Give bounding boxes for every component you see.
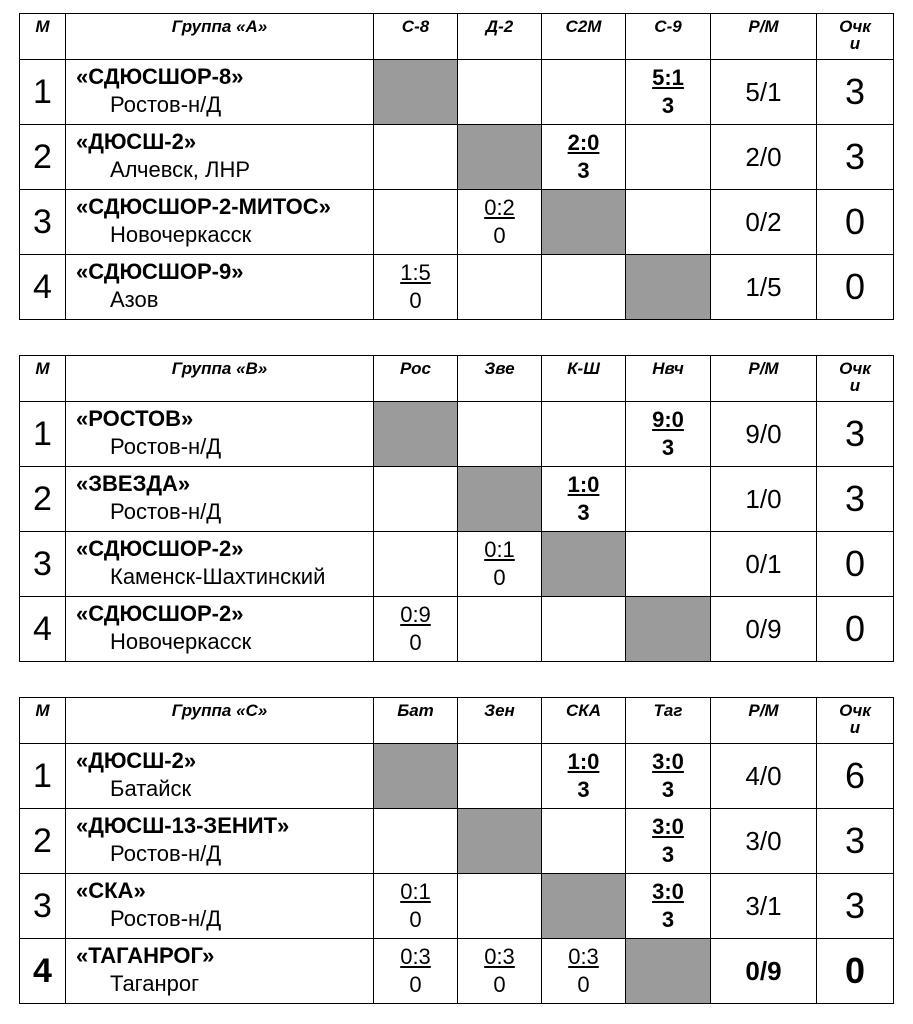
group-table — [19, 697, 894, 1004]
match-points: 0 — [409, 907, 422, 932]
match-result-cell — [458, 744, 542, 809]
match-result-cell — [374, 597, 458, 662]
team-name: «РОСТОВ» — [76, 406, 194, 431]
match-score: 0:3 — [400, 944, 431, 969]
header-opponent: С2М — [542, 14, 626, 60]
points-cell: 3 — [817, 809, 894, 874]
match-result-cell — [542, 939, 626, 1004]
match-score: 3:0 — [652, 749, 684, 774]
team-name: «ДЮСШ-2» — [76, 129, 197, 154]
header-goals: Р/М — [711, 14, 817, 60]
header-points: Очк и — [817, 14, 894, 60]
goals-cell: 0/1 — [711, 532, 817, 597]
match-points: 3 — [577, 777, 590, 802]
points-cell: 3 — [817, 60, 894, 125]
team-cell — [66, 532, 374, 597]
goals-cell: 2/0 — [711, 125, 817, 190]
match-result-cell — [458, 939, 542, 1004]
place-cell: 1 — [20, 744, 66, 809]
group-table — [19, 13, 894, 320]
table-row — [20, 190, 894, 255]
goals-cell: 0/9 — [711, 597, 817, 662]
match-result-cell — [458, 60, 542, 125]
match-result-cell — [626, 190, 711, 255]
group-title: Группа «С» — [66, 698, 374, 744]
match-result-cell — [458, 255, 542, 320]
match-points: 3 — [661, 93, 675, 118]
team-name: «СКА» — [76, 878, 146, 903]
team-city: Новочеркасск — [110, 222, 252, 247]
self-match-cell — [542, 532, 626, 597]
points-cell: 0 — [817, 597, 894, 662]
match-result-cell — [542, 597, 626, 662]
points-cell: 3 — [817, 125, 894, 190]
match-result-cell — [542, 125, 626, 190]
match-score: 1:5 — [400, 260, 431, 285]
header-points: Очк и — [817, 698, 894, 744]
match-points: 0 — [493, 565, 506, 590]
goals-cell: 9/0 — [711, 402, 817, 467]
match-score: 0:3 — [568, 944, 599, 969]
match-result-cell — [458, 190, 542, 255]
header-opponent: К-Ш — [542, 356, 626, 402]
self-match-cell — [458, 467, 542, 532]
match-result-cell — [626, 874, 711, 939]
self-match-cell — [458, 125, 542, 190]
goals-cell: 0/9 — [711, 939, 817, 1004]
header-goals: Р/М — [711, 698, 817, 744]
table-row — [20, 467, 894, 532]
place-cell: 3 — [20, 532, 66, 597]
header-opponent: Таг — [626, 698, 711, 744]
table-row — [20, 939, 894, 1004]
place-cell: 2 — [20, 467, 66, 532]
team-cell — [66, 597, 374, 662]
team-cell — [66, 60, 374, 125]
header-opponent: Нвч — [626, 356, 711, 402]
match-result-cell — [374, 190, 458, 255]
header-row — [20, 698, 894, 744]
table-row — [20, 255, 894, 320]
place-cell: 4 — [20, 597, 66, 662]
match-result-cell — [374, 939, 458, 1004]
team-city: Ростов-н/Д — [110, 92, 222, 117]
team-cell — [66, 402, 374, 467]
match-points: 0 — [493, 223, 506, 248]
table-row — [20, 125, 894, 190]
header-row — [20, 14, 894, 60]
match-result-cell — [626, 809, 711, 874]
match-points: 3 — [661, 842, 675, 867]
match-result-cell — [542, 809, 626, 874]
team-city: Алчевск, ЛНР — [110, 157, 251, 182]
self-match-cell — [626, 939, 711, 1004]
match-result-cell — [626, 125, 711, 190]
match-result-cell — [626, 60, 711, 125]
self-match-cell — [458, 809, 542, 874]
group-title: Группа «В» — [66, 356, 374, 402]
points-cell: 6 — [817, 744, 894, 809]
points-cell: 3 — [817, 402, 894, 467]
self-match-cell — [626, 255, 711, 320]
header-points: Очк и — [817, 356, 894, 402]
goals-cell: 5/1 — [711, 60, 817, 125]
match-score: 0:1 — [400, 879, 431, 904]
place-cell: 1 — [20, 60, 66, 125]
header-place: М — [20, 356, 66, 402]
table-row — [20, 809, 894, 874]
team-name: «СДЮСШОР-9» — [76, 259, 244, 284]
match-result-cell — [458, 402, 542, 467]
team-cell — [66, 744, 374, 809]
match-score: 1:0 — [567, 472, 600, 497]
match-score: 0:9 — [400, 602, 431, 627]
self-match-cell — [374, 402, 458, 467]
match-points: 3 — [661, 435, 675, 460]
points-cell: 3 — [817, 467, 894, 532]
team-city: Азов — [110, 287, 159, 312]
match-result-cell — [374, 467, 458, 532]
self-match-cell — [626, 597, 711, 662]
match-points: 0 — [577, 972, 590, 997]
match-result-cell — [626, 532, 711, 597]
goals-cell: 3/0 — [711, 809, 817, 874]
place-cell: 2 — [20, 125, 66, 190]
header-opponent: Д-2 — [458, 14, 542, 60]
header-opponent: Зве — [458, 356, 542, 402]
match-result-cell — [626, 467, 711, 532]
team-city: Ростов-н/Д — [110, 906, 222, 931]
match-score: 0:3 — [484, 944, 515, 969]
match-result-cell — [458, 874, 542, 939]
match-score: 5:1 — [652, 65, 684, 90]
match-result-cell — [458, 597, 542, 662]
match-score: 0:2 — [484, 195, 515, 220]
team-city: Батайск — [110, 776, 192, 801]
header-place: М — [20, 698, 66, 744]
team-city: Таганрог — [110, 971, 200, 996]
team-city: Каменск-Шахтинский — [110, 564, 326, 589]
goals-cell: 0/2 — [711, 190, 817, 255]
header-opponent: С-8 — [374, 14, 458, 60]
group-table — [19, 355, 894, 662]
place-cell: 2 — [20, 809, 66, 874]
match-result-cell — [374, 255, 458, 320]
match-result-cell — [374, 809, 458, 874]
place-cell: 3 — [20, 190, 66, 255]
match-points: 0 — [493, 972, 506, 997]
match-points: 3 — [577, 158, 590, 183]
team-name: «СДЮСШОР-2-МИТОС» — [76, 194, 331, 219]
place-cell: 4 — [20, 255, 66, 320]
table-row — [20, 744, 894, 809]
points-cell: 0 — [817, 939, 894, 1004]
team-name: «ЗВЕЗДА» — [76, 471, 191, 496]
match-result-cell — [458, 532, 542, 597]
match-points: 0 — [409, 288, 422, 313]
team-name: «ДЮСШ-13-ЗЕНИТ» — [76, 813, 290, 838]
table-row — [20, 402, 894, 467]
match-points: 0 — [409, 972, 422, 997]
match-points: 3 — [661, 777, 675, 802]
match-result-cell — [542, 255, 626, 320]
match-score: 2:0 — [567, 130, 600, 155]
header-opponent: Рос — [374, 356, 458, 402]
header-opponent: СКА — [542, 698, 626, 744]
match-points: 3 — [577, 500, 590, 525]
match-result-cell — [374, 532, 458, 597]
match-result-cell — [542, 60, 626, 125]
match-points: 3 — [661, 907, 675, 932]
goals-cell: 4/0 — [711, 744, 817, 809]
team-name: «ТАГАНРОГ» — [76, 943, 215, 968]
team-cell — [66, 939, 374, 1004]
match-result-cell — [374, 125, 458, 190]
match-score: 3:0 — [652, 879, 684, 904]
match-result-cell — [626, 402, 711, 467]
team-city: Новочеркасск — [110, 629, 252, 654]
group-title: Группа «А» — [66, 14, 374, 60]
header-opponent: Бат — [374, 698, 458, 744]
points-cell: 3 — [817, 874, 894, 939]
match-score: 1:0 — [567, 749, 600, 774]
points-cell: 0 — [817, 532, 894, 597]
team-cell — [66, 255, 374, 320]
goals-cell: 1/5 — [711, 255, 817, 320]
points-cell: 0 — [817, 255, 894, 320]
place-cell: 3 — [20, 874, 66, 939]
self-match-cell — [542, 190, 626, 255]
team-cell — [66, 874, 374, 939]
team-city: Ростов-н/Д — [110, 434, 222, 459]
header-opponent: С-9 — [626, 14, 711, 60]
table-row — [20, 874, 894, 939]
goals-cell: 1/0 — [711, 467, 817, 532]
header-row — [20, 356, 894, 402]
goals-cell: 3/1 — [711, 874, 817, 939]
self-match-cell — [374, 744, 458, 809]
match-result-cell — [374, 874, 458, 939]
team-name: «ДЮСШ-2» — [76, 748, 197, 773]
place-cell: 1 — [20, 402, 66, 467]
team-cell — [66, 467, 374, 532]
table-row — [20, 532, 894, 597]
points-cell: 0 — [817, 190, 894, 255]
team-name: «СДЮСШОР-2» — [76, 601, 244, 626]
header-goals: Р/М — [711, 356, 817, 402]
match-result-cell — [542, 467, 626, 532]
team-city: Ростов-н/Д — [110, 499, 222, 524]
header-place: М — [20, 14, 66, 60]
team-cell — [66, 809, 374, 874]
match-points: 0 — [409, 630, 422, 655]
table-row — [20, 597, 894, 662]
team-name: «СДЮСШОР-2» — [76, 536, 244, 561]
match-result-cell — [542, 744, 626, 809]
self-match-cell — [542, 874, 626, 939]
match-score: 9:0 — [652, 407, 684, 432]
self-match-cell — [374, 60, 458, 125]
match-score: 0:1 — [484, 537, 515, 562]
header-opponent: Зен — [458, 698, 542, 744]
team-cell — [66, 125, 374, 190]
team-cell — [66, 190, 374, 255]
match-result-cell — [626, 744, 711, 809]
team-name: «СДЮСШОР-8» — [76, 64, 244, 89]
match-result-cell — [542, 402, 626, 467]
match-score: 3:0 — [652, 814, 684, 839]
team-city: Ростов-н/Д — [110, 841, 222, 866]
table-row — [20, 60, 894, 125]
place-cell: 4 — [20, 939, 66, 1004]
